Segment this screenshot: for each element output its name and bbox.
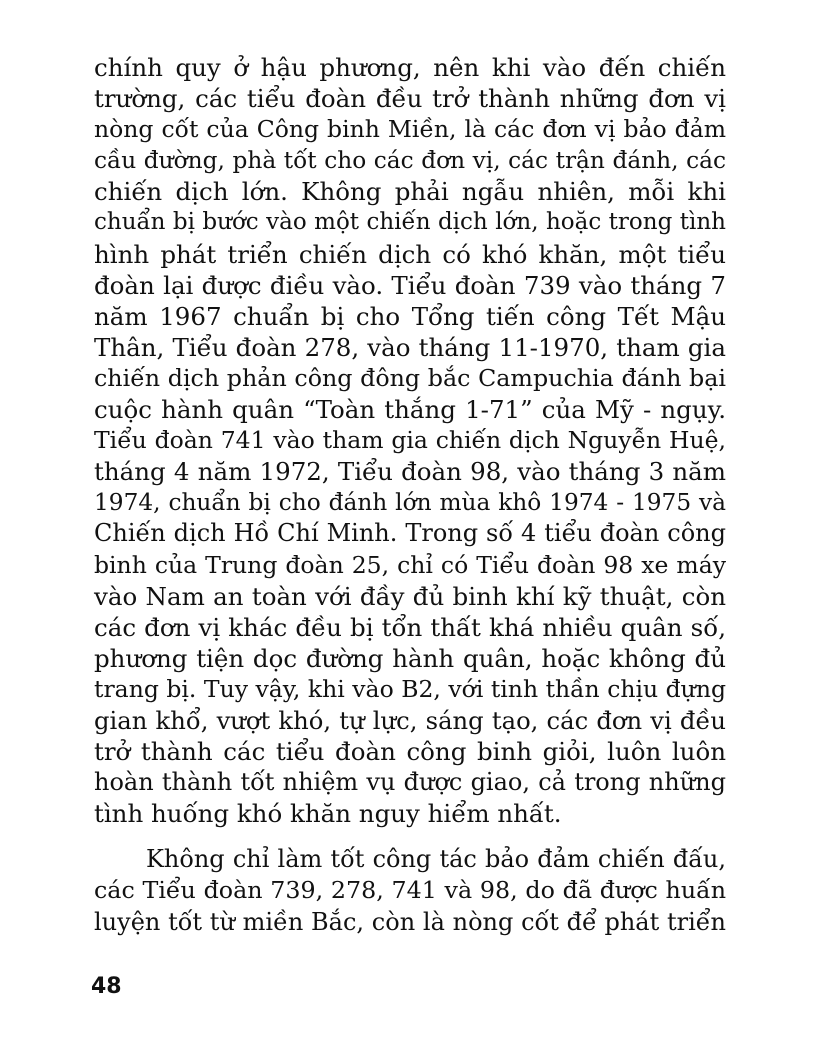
text-line: tình huống khó khăn nguy hiểm nhất. [94,799,562,829]
text-line: chuẩn bị bước vào một chiến dịch lớn, hoặc trong tình [94,209,726,236]
text-line: Thân, Tiểu đoàn 278, vào tháng 11-1970, tham gia [94,332,726,362]
paragraph-1 [94,52,726,829]
text-line: các Tiểu đoàn 739, 278, 741 và 98, do đã được huấn [94,876,726,905]
text-line: 1974, chuẩn bị cho đánh lớn mùa khô 1974 - 1975 và [94,489,726,517]
text-line: gian khổ, vượt khó, tự lực, sáng tạo, các đơn vị đều [94,705,726,735]
paragraph-spacer [94,829,726,844]
page-number: 48 [91,974,122,999]
text-line: các đơn vị khác đều bị tổn thất khá nhiều quân số, [94,612,726,642]
paragraph-2 [94,844,726,937]
text-line: phương tiện dọc đường hành quân, hoặc không đủ [94,643,726,673]
text-line: nòng cốt của Công binh Miền, là các đơn vị bảo đảm [94,115,726,144]
text-line: năm 1967 chuẩn bị cho Tổng tiến công Tết Mậu [94,301,726,331]
body-text [94,52,726,938]
text-line: Chiến dịch Hồ Chí Minh. Trong số 4 tiểu đoàn công [94,519,726,548]
text-line: trang bị. Tuy vậy, khi vào B2, với tinh thần chịu đựng [94,674,726,703]
text-line: Tiểu đoàn 741 vào tham gia chiến dịch Nguyễn Huệ, [94,426,726,455]
text-line: hoàn thành tốt nhiệm vụ được giao, cả trong những [94,768,726,797]
text-line: tháng 4 năm 1972, Tiểu đoàn 98, vào tháng 3 năm [94,457,726,487]
text-line: vào Nam an toàn với đầy đủ binh khí kỹ thuật, còn [94,581,726,611]
text-line: binh của Trung đoàn 25, chỉ có Tiểu đoàn 98 xe máy [94,550,726,579]
text-line: đoàn lại được điều vào. Tiểu đoàn 739 vào tháng 7 [94,270,726,300]
text-line: chiến dịch lớn. Không phải ngẫu nhiên, mỗi khi [94,177,726,207]
text-line: Không chỉ làm tốt công tác bảo đảm chiến đấu, [146,845,726,874]
text-line: hình phát triển chiến dịch có khó khăn, một tiểu [94,239,726,269]
text-line: cuộc hành quân “Toàn thắng 1-71” của Mỹ - ngụy. [94,395,726,425]
text-line: cầu đường, phà tốt cho các đơn vị, các trận đánh, các [94,147,726,175]
text-line: chiến dịch phản công đông bắc Campuchia đánh bại [94,363,726,392]
text-line: trường, các tiểu đoàn đều trở thành những đơn vị [94,84,726,114]
text-line: chính quy ở hậu phương, nên khi vào đến chiến [94,53,726,82]
text-line: luyện tốt từ miền Bắc, còn là nòng cốt để phát triển [94,907,726,936]
text-line: trở thành các tiểu đoàn công binh giỏi, luôn luôn [94,737,726,767]
